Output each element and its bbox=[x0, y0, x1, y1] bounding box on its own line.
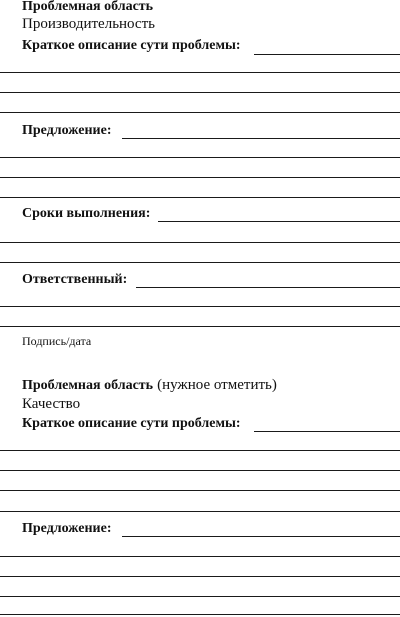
answer-line[interactable] bbox=[0, 72, 400, 73]
answer-line[interactable] bbox=[0, 576, 400, 577]
answer-line[interactable] bbox=[0, 306, 400, 307]
answer-line[interactable] bbox=[0, 470, 400, 471]
answer-line[interactable] bbox=[0, 92, 400, 93]
proposal-input-line[interactable] bbox=[122, 138, 400, 139]
responsible-label: Ответственный: bbox=[22, 272, 128, 287]
answer-line[interactable] bbox=[0, 157, 400, 158]
proposal-label: Предложение: bbox=[22, 123, 112, 138]
answer-line[interactable] bbox=[0, 596, 400, 597]
problem-area-value-2: Качество bbox=[22, 396, 81, 412]
answer-line[interactable] bbox=[0, 262, 400, 263]
description-input-line-2[interactable] bbox=[254, 431, 400, 432]
problem-area-value: Производительность bbox=[22, 16, 155, 32]
description-label-2: Краткое описание сути проблемы: bbox=[22, 416, 241, 431]
answer-line[interactable] bbox=[0, 511, 400, 512]
answer-line[interactable] bbox=[0, 197, 400, 198]
answer-line[interactable] bbox=[0, 490, 400, 491]
answer-line[interactable] bbox=[0, 556, 400, 557]
description-label: Краткое описание сути проблемы: bbox=[22, 38, 241, 53]
answer-line[interactable] bbox=[0, 326, 400, 327]
answer-line[interactable] bbox=[0, 614, 400, 615]
responsible-input-line[interactable] bbox=[136, 287, 400, 288]
answer-line[interactable] bbox=[0, 450, 400, 451]
problem-area-hint: (нужное отметить) bbox=[157, 377, 277, 393]
deadline-input-line[interactable] bbox=[158, 221, 400, 222]
proposal-label-2: Предложение: bbox=[22, 521, 112, 536]
answer-line[interactable] bbox=[0, 242, 400, 243]
deadline-label: Сроки выполнения: bbox=[22, 206, 151, 221]
problem-area-label: Проблемная область bbox=[22, 0, 154, 14]
description-input-line[interactable] bbox=[254, 54, 400, 55]
signature-date-label: Подпись/дата bbox=[22, 334, 92, 348]
answer-line[interactable] bbox=[0, 112, 400, 113]
answer-line[interactable] bbox=[0, 177, 400, 178]
problem-area-heading-2 bbox=[22, 377, 277, 393]
proposal-input-line-2[interactable] bbox=[122, 536, 400, 537]
problem-area-label-2: Проблемная область bbox=[22, 378, 154, 393]
